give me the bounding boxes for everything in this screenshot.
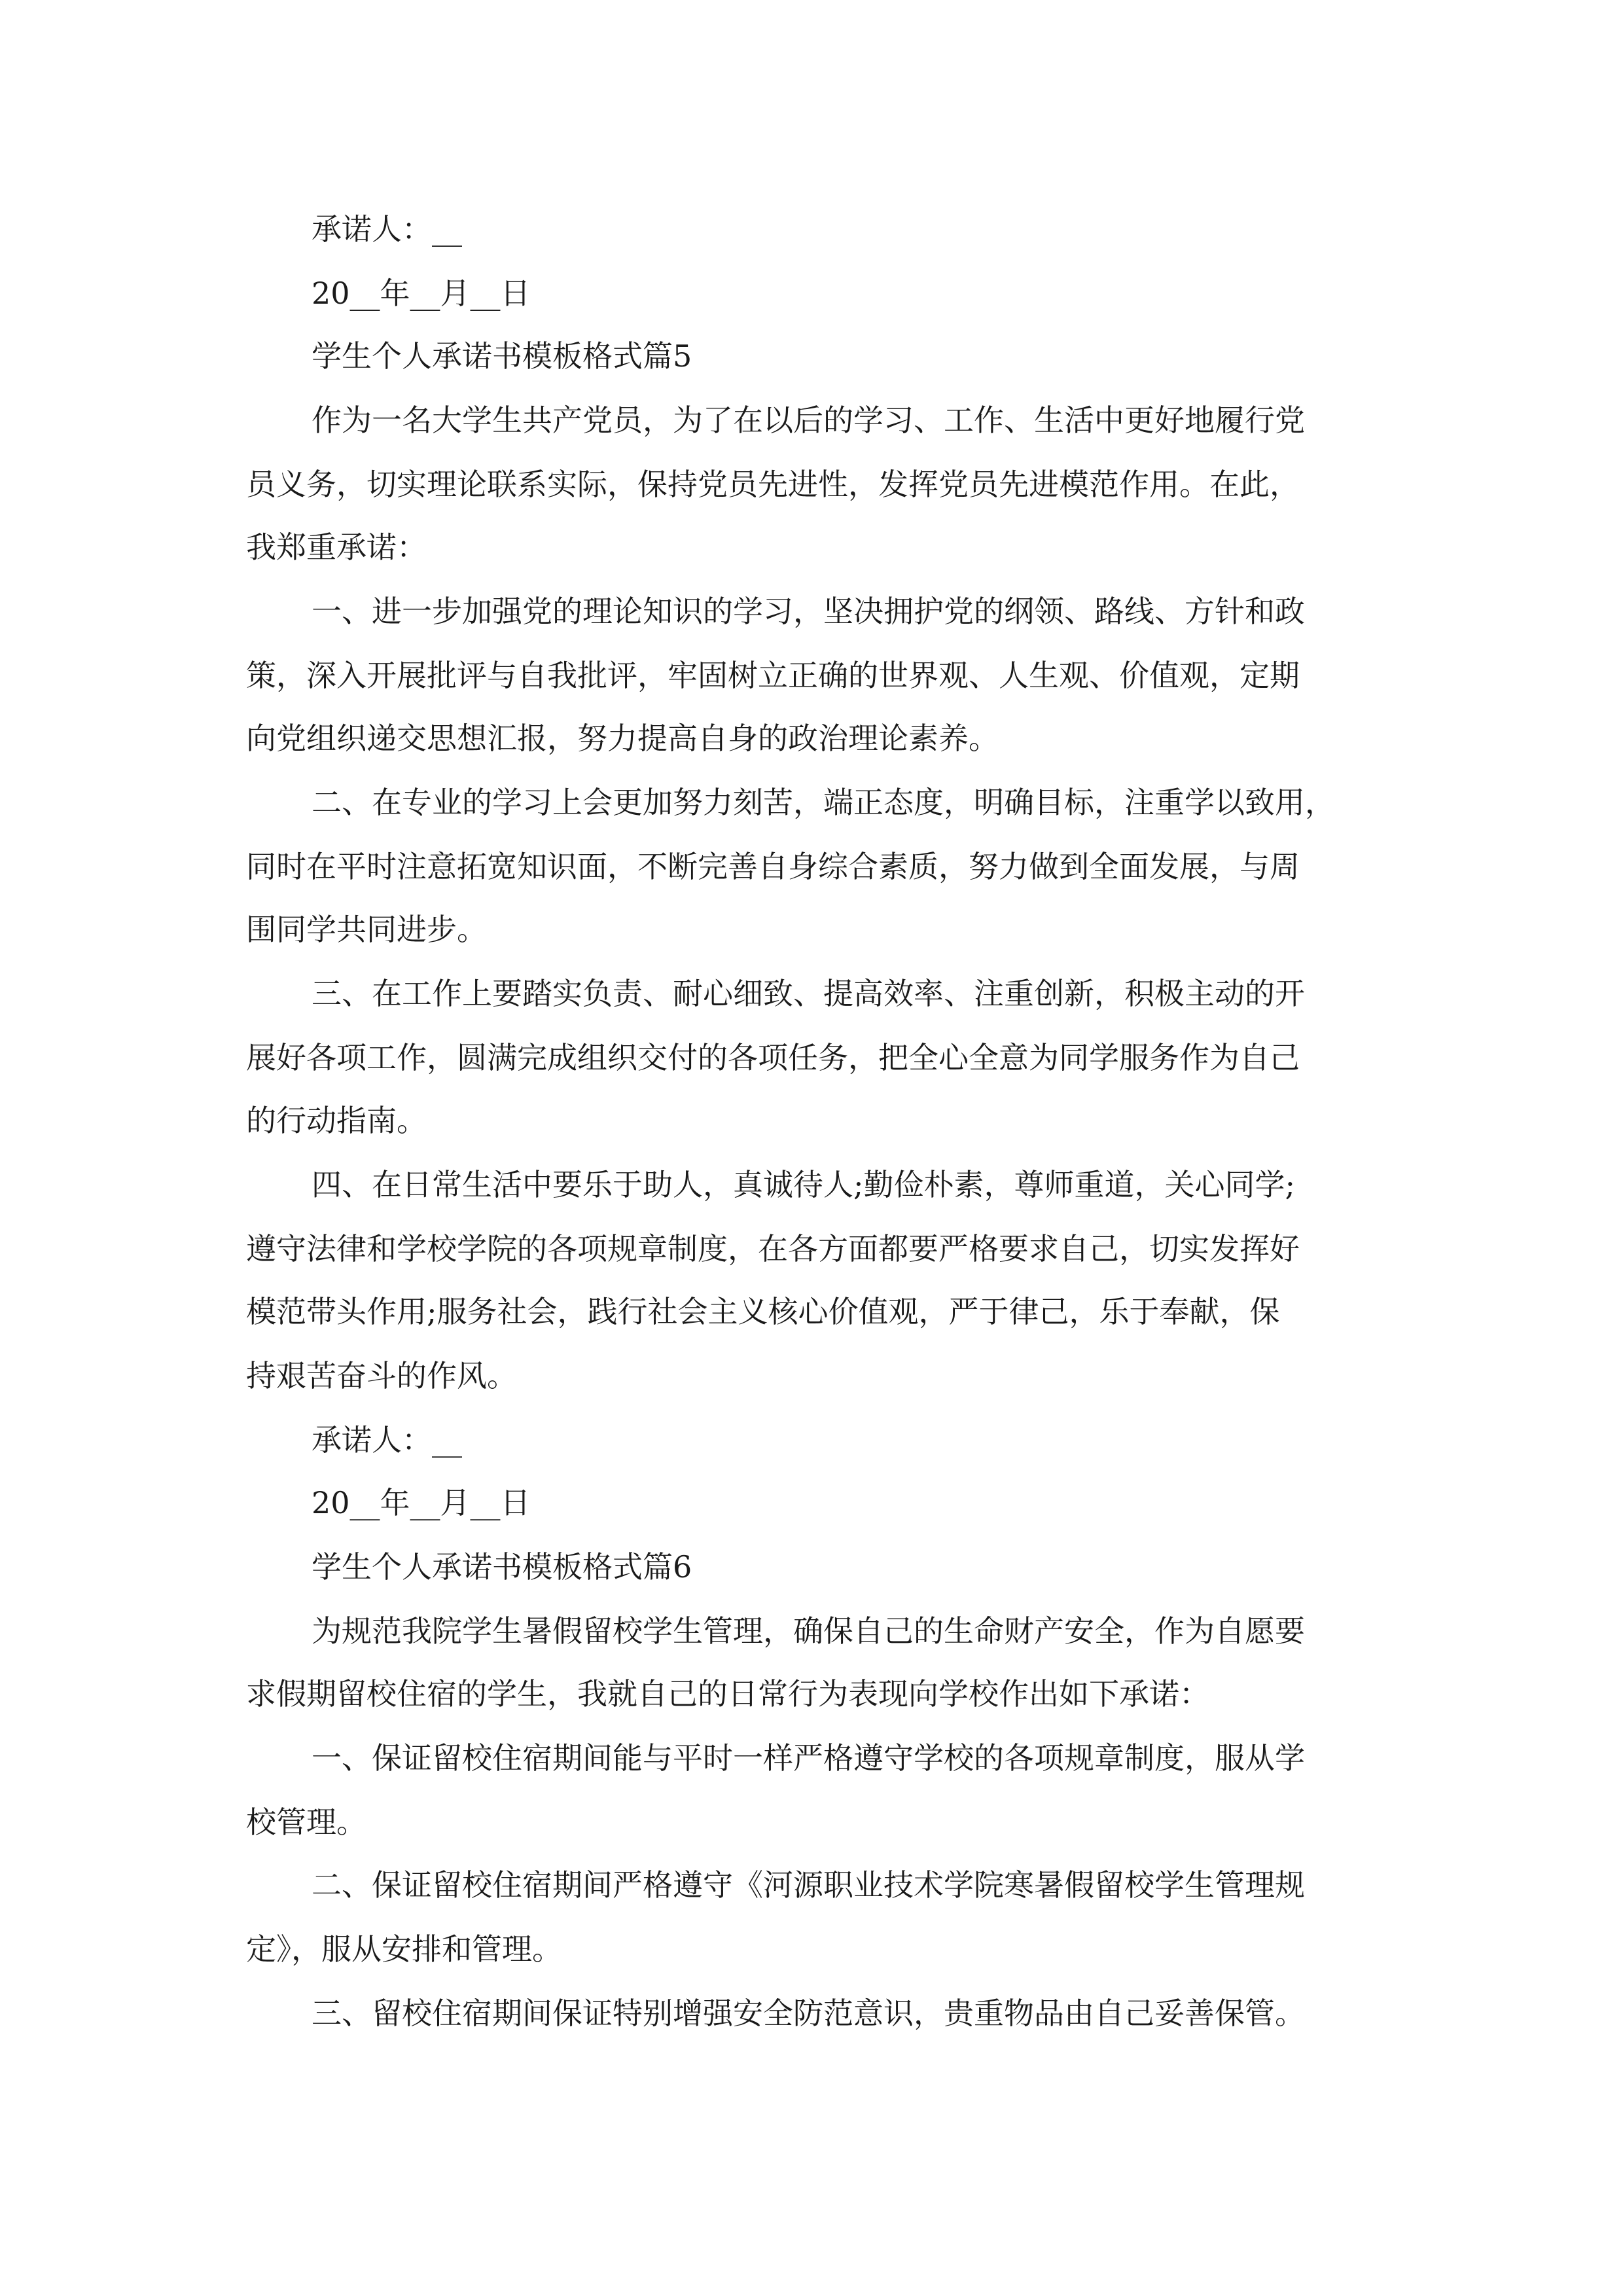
paragraph-line: 四、在日常生活中要乐于助人，真诚待人;勤俭朴素，尊师重道，关心同学; (312, 1167, 1295, 1202)
paragraph-line: 一、保证留校住宿期间能与平时一样严格遵守学校的各项规章制度，服从学 (312, 1740, 1305, 1776)
paragraph-line: 为规范我院学生暑假留校学生管理，确保自己的生命财产安全，作为自愿要 (312, 1613, 1305, 1649)
paragraph-line: 二、在专业的学习上会更加努力刻苦，端正态度，明确目标，注重学以致用， (312, 785, 1335, 820)
date-line: 20__年__月__日 (312, 276, 531, 311)
paragraph-line: 向党组织递交思想汇报，努力提高自身的政治理论素养。 (246, 721, 999, 756)
section-heading-5: 学生个人承诺书模板格式篇5 (312, 338, 692, 374)
paragraph-line: 策，深入开展批评与自我批评，牢固树立正确的世界观、人生观、价值观，定期 (246, 658, 1300, 693)
paragraph-line: 一、进一步加强党的理论知识的学习，坚决拥护党的纲领、路线、方针和政 (312, 594, 1305, 629)
signer-label: 承诺人：__ (312, 1422, 462, 1458)
paragraph-line: 校管理。 (246, 1804, 366, 1840)
paragraph-line: 二、保证留校住宿期间严格遵守《河源职业技术学院寒暑假留校学生管理规 (312, 1867, 1305, 1903)
paragraph-line: 作为一名大学生共产党员，为了在以后的学习、工作、生活中更好地履行党 (312, 403, 1305, 438)
paragraph-line: 我郑重承诺： (246, 529, 427, 565)
paragraph-line: 模范带头作用;服务社会，践行社会主义核心价值观，严于律己，乐于奉献，保 (246, 1294, 1280, 1329)
paragraph-line: 求假期留校住宿的学生，我就自己的日常行为表现向学校作出如下承诺： (246, 1676, 1209, 1712)
paragraph-line: 同时在平时注意拓宽知识面，不断完善自身综合素质，努力做到全面发展，与周 (246, 849, 1300, 884)
paragraph-line: 员义务，切实理论联系实际，保持党员先进性，发挥党员先进模范作用。在此， (246, 467, 1300, 502)
signer-label: 承诺人：__ (312, 211, 462, 247)
paragraph-line: 持艰苦奋斗的作风。 (246, 1358, 517, 1393)
paragraph-line: 围同学共同进步。 (246, 912, 487, 947)
date-line: 20__年__月__日 (312, 1485, 531, 1520)
paragraph-line: 遵守法律和学校学院的各项规章制度，在各方面都要严格要求自己，切实发挥好 (246, 1231, 1300, 1266)
paragraph-line: 的行动指南。 (246, 1103, 427, 1138)
section-heading-6: 学生个人承诺书模板格式篇6 (312, 1549, 692, 1585)
paragraph-line: 定》，服从安排和管理。 (246, 1931, 562, 1967)
paragraph-line: 三、留校住宿期间保证特别增强安全防范意识，贵重物品由自己妥善保管。 (312, 1996, 1305, 2031)
paragraph-line: 三、在工作上要踏实负责、耐心细致、提高效率、注重创新，积极主动的开 (312, 976, 1305, 1011)
paragraph-line: 展好各项工作，圆满完成组织交付的各项任务，把全心全意为同学服务作为自己 (246, 1040, 1300, 1075)
